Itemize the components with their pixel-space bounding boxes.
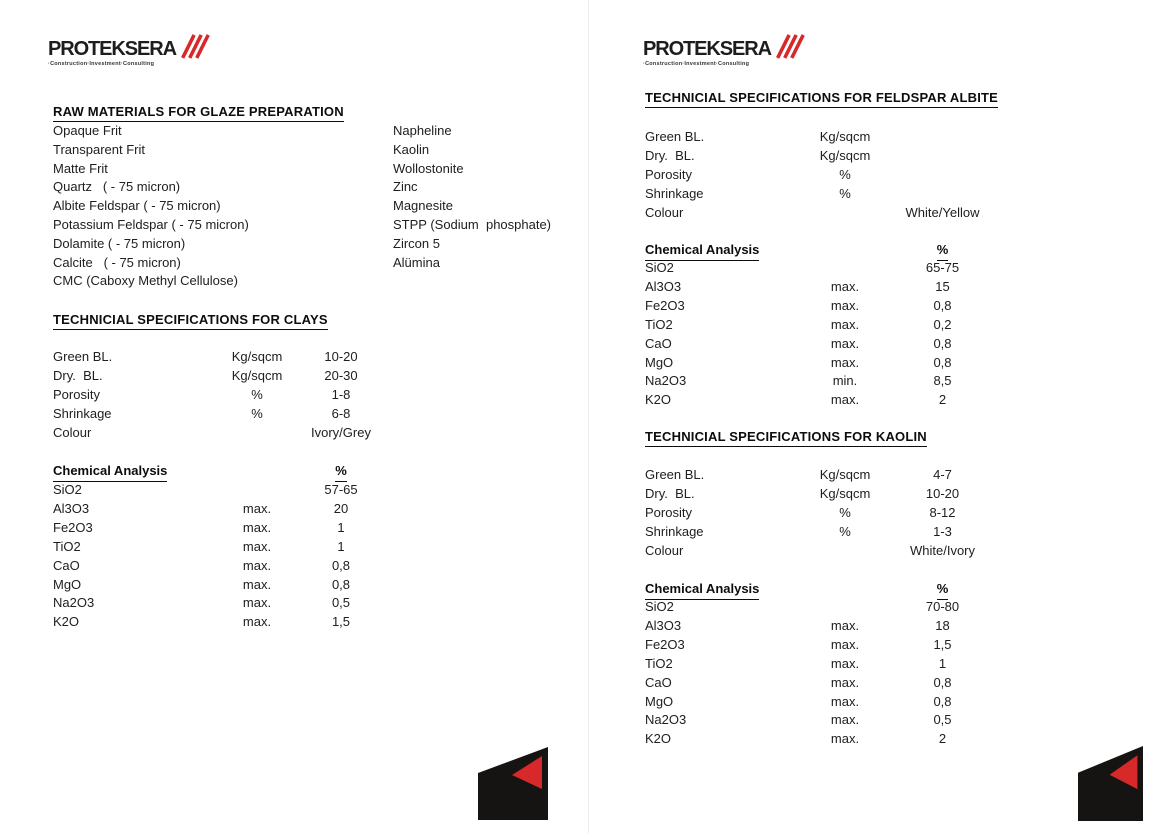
percent-value: 2 bbox=[938, 731, 947, 747]
kaolin-spec-table bbox=[645, 466, 990, 561]
compound-name: Fe2O3 bbox=[645, 297, 685, 313]
section-title-feldspar-albite: TECHNICIAL SPECIFICATIONS FOR FELDSPAR ALBITE bbox=[645, 90, 998, 108]
percent-value: 0,8 bbox=[933, 674, 952, 690]
clays-spec-table bbox=[53, 348, 380, 443]
spec-value: 6-8 bbox=[331, 405, 351, 421]
spec-label: Colour bbox=[53, 424, 92, 440]
limit-qualifier: max. bbox=[242, 557, 272, 573]
albite-chemical-header bbox=[645, 240, 990, 261]
spec-label: Shrinkage bbox=[645, 185, 704, 201]
spec-unit: Kg/sqcm bbox=[819, 147, 871, 163]
section-title-clays: TECHNICIAL SPECIFICATIONS FOR CLAYS bbox=[53, 312, 328, 330]
limit-qualifier: max. bbox=[242, 576, 272, 592]
spec-unit: % bbox=[251, 386, 263, 402]
spec-unit bbox=[795, 204, 895, 223]
compound-name: Al3O3 bbox=[645, 278, 682, 294]
albite-spec-table bbox=[645, 128, 990, 223]
spec-row bbox=[645, 504, 990, 523]
chemical-row bbox=[645, 259, 990, 278]
compound-name: MgO bbox=[645, 693, 674, 709]
spec-value bbox=[895, 147, 990, 166]
percent-value: 1 bbox=[337, 538, 345, 554]
compound-name: CaO bbox=[645, 674, 672, 690]
spec-row bbox=[645, 185, 990, 204]
logo-stripes-icon bbox=[775, 33, 805, 59]
limit-qualifier: max. bbox=[830, 617, 860, 633]
kaolin-chemical-header bbox=[645, 579, 990, 600]
raw-materials-list-col1 bbox=[53, 122, 249, 291]
spec-unit: % bbox=[839, 523, 851, 539]
limit-qualifier: max. bbox=[242, 614, 272, 630]
spec-value: White/Yellow bbox=[905, 204, 980, 220]
clays-chemical-table bbox=[53, 481, 380, 632]
spec-value: 10-20 bbox=[324, 349, 358, 364]
limit-qualifier: max. bbox=[830, 392, 860, 408]
percent-value: 65-75 bbox=[925, 260, 960, 275]
spec-label: Porosity bbox=[645, 166, 692, 182]
limit-qualifier bbox=[795, 259, 895, 278]
compound-name: TiO2 bbox=[645, 655, 673, 671]
percent-value: 0,8 bbox=[933, 693, 952, 709]
compound-name: K2O bbox=[53, 614, 80, 630]
limit-qualifier: max. bbox=[242, 595, 272, 611]
spec-value: Ivory/Grey bbox=[311, 424, 371, 440]
list-item: Alümina bbox=[393, 254, 440, 270]
chemical-row bbox=[645, 372, 990, 391]
spec-value: 4-7 bbox=[933, 467, 952, 482]
page-divider bbox=[588, 0, 589, 833]
logo-wordmark: PROTEKSERA bbox=[48, 38, 176, 60]
limit-qualifier: max. bbox=[830, 693, 860, 709]
spec-label: Dry. BL. bbox=[645, 485, 695, 501]
percent-value: 8,5 bbox=[933, 373, 952, 389]
spec-unit: % bbox=[839, 166, 851, 182]
spec-unit bbox=[795, 542, 895, 561]
chemical-row bbox=[645, 730, 990, 749]
spec-label: Dry. BL. bbox=[53, 367, 103, 383]
spec-row bbox=[645, 523, 990, 542]
limit-qualifier bbox=[795, 598, 895, 617]
limit-qualifier: max. bbox=[830, 636, 860, 652]
compound-name: Fe2O3 bbox=[645, 636, 685, 652]
spec-row bbox=[53, 424, 380, 443]
spec-unit: % bbox=[839, 504, 851, 520]
spec-label: Shrinkage bbox=[53, 405, 112, 421]
chemical-row bbox=[53, 613, 380, 632]
limit-qualifier: max. bbox=[830, 335, 860, 351]
chemical-row bbox=[645, 655, 990, 674]
limit-qualifier: max. bbox=[830, 278, 860, 294]
compound-name: MgO bbox=[53, 576, 82, 592]
kaolin-chemical-table bbox=[645, 598, 990, 749]
percent-value: 57-65 bbox=[324, 482, 358, 497]
percent-value: 70-80 bbox=[925, 599, 960, 614]
chemical-row bbox=[645, 636, 990, 655]
list-item: Zircon 5 bbox=[393, 235, 440, 251]
chemical-row bbox=[645, 391, 990, 410]
spec-row bbox=[53, 386, 380, 405]
percent-value: 0,8 bbox=[331, 576, 351, 592]
chemical-row bbox=[645, 335, 990, 354]
list-item: Calcite ( - 75 micron) bbox=[53, 254, 181, 270]
chemical-analysis-title: Chemical Analysis bbox=[645, 579, 759, 600]
list-item: Quartz ( - 75 micron) bbox=[53, 179, 181, 195]
spec-row bbox=[645, 166, 990, 185]
list-item: Potassium Feldspar ( - 75 micron) bbox=[53, 216, 249, 232]
spec-label: Porosity bbox=[53, 386, 100, 402]
spec-value: 10-20 bbox=[925, 485, 960, 501]
list-item: Kaolin bbox=[393, 141, 430, 157]
chemical-analysis-title: Chemical Analysis bbox=[53, 461, 167, 482]
corner-mark-icon bbox=[1078, 746, 1143, 821]
chemical-row bbox=[53, 538, 380, 557]
percent-value: 0,8 bbox=[933, 335, 952, 351]
list-item: Matte Frit bbox=[53, 160, 108, 176]
limit-qualifier: max. bbox=[830, 655, 860, 671]
spec-label: Green BL. bbox=[53, 349, 113, 364]
list-item: Dolamite ( - 75 micron) bbox=[53, 235, 186, 251]
list-item: Transparent Frit bbox=[53, 141, 145, 157]
percent-value: 18 bbox=[935, 617, 950, 633]
spec-value: 1-8 bbox=[331, 386, 351, 402]
percent-value: 20 bbox=[333, 500, 349, 516]
limit-qualifier bbox=[212, 481, 302, 500]
spec-label: Colour bbox=[645, 542, 684, 558]
logo-tagline: ·Construction·Investment·Consulting bbox=[643, 61, 750, 67]
spec-value: 8-12 bbox=[929, 504, 956, 520]
percent-header: % bbox=[335, 461, 347, 482]
percent-value: 1 bbox=[337, 519, 345, 535]
spec-label: Porosity bbox=[645, 504, 692, 520]
percent-value: 0,5 bbox=[331, 595, 351, 611]
spec-row bbox=[53, 367, 380, 386]
spec-unit: Kg/sqcm bbox=[231, 349, 283, 364]
limit-qualifier: max. bbox=[830, 674, 860, 690]
percent-value: 0,2 bbox=[933, 316, 952, 332]
spec-value: 1-3 bbox=[933, 523, 952, 539]
limit-qualifier: max. bbox=[242, 500, 272, 516]
compound-name: TiO2 bbox=[645, 316, 673, 332]
chemical-analysis-title: Chemical Analysis bbox=[645, 240, 759, 261]
spec-row bbox=[645, 128, 990, 147]
spec-unit: Kg/sqcm bbox=[819, 485, 871, 501]
limit-qualifier: min. bbox=[832, 373, 858, 389]
section-title-kaolin: TECHNICIAL SPECIFICATIONS FOR KAOLIN bbox=[645, 429, 927, 447]
spec-row bbox=[645, 542, 990, 561]
limit-qualifier: max. bbox=[242, 538, 272, 554]
chemical-row bbox=[645, 693, 990, 712]
limit-qualifier: max. bbox=[830, 354, 860, 370]
percent-header: % bbox=[937, 579, 949, 600]
percent-value: 1,5 bbox=[933, 636, 952, 652]
percent-header: % bbox=[937, 240, 949, 261]
logo-tagline: ·Construction·Investment·Consulting bbox=[48, 61, 155, 67]
list-item: Wollostonite bbox=[393, 160, 464, 176]
compound-name: MgO bbox=[645, 354, 674, 370]
spec-unit bbox=[212, 424, 302, 443]
chemical-row bbox=[53, 500, 380, 519]
spec-value bbox=[895, 185, 990, 204]
compound-name: Al3O3 bbox=[645, 617, 682, 633]
spec-value: White/Ivory bbox=[909, 542, 975, 558]
list-item: Zinc bbox=[393, 179, 418, 195]
spec-row bbox=[53, 405, 380, 424]
logo-wordmark: PROTEKSERA bbox=[643, 38, 771, 60]
compound-name: Fe2O3 bbox=[53, 519, 93, 535]
raw-materials-list-col2 bbox=[393, 122, 551, 272]
compound-name: CaO bbox=[645, 335, 672, 351]
percent-value: 15 bbox=[935, 278, 950, 294]
clays-chemical-header bbox=[53, 461, 380, 482]
proteksera-logo bbox=[48, 33, 210, 67]
corner-mark-icon bbox=[478, 747, 548, 820]
chemical-row bbox=[645, 711, 990, 730]
albite-chemical-table bbox=[645, 259, 990, 410]
spec-label: Dry. BL. bbox=[645, 147, 695, 163]
compound-name: Na2O3 bbox=[645, 373, 687, 389]
compound-name: K2O bbox=[645, 392, 672, 408]
chemical-row bbox=[645, 278, 990, 297]
chemical-row bbox=[53, 557, 380, 576]
list-item: Albite Feldspar ( - 75 micron) bbox=[53, 198, 221, 214]
limit-qualifier: max. bbox=[830, 297, 860, 313]
list-item: STPP (Sodium phosphate) bbox=[393, 216, 552, 232]
spec-row bbox=[645, 147, 990, 166]
limit-qualifier: max. bbox=[242, 519, 272, 535]
spec-label: Green BL. bbox=[645, 467, 705, 482]
percent-value: 0,8 bbox=[933, 354, 952, 370]
spec-value bbox=[895, 128, 990, 147]
chemical-row bbox=[53, 519, 380, 538]
spec-label: Colour bbox=[645, 204, 684, 220]
percent-value: 1 bbox=[938, 655, 947, 671]
list-item: Napheline bbox=[393, 123, 452, 138]
section-title-raw-materials: RAW MATERIALS FOR GLAZE PREPARATION bbox=[53, 104, 344, 122]
compound-name: K2O bbox=[645, 731, 672, 747]
percent-value: 0,8 bbox=[331, 557, 351, 573]
percent-value: 2 bbox=[938, 392, 947, 408]
spec-row bbox=[645, 204, 990, 223]
spec-unit: Kg/sqcm bbox=[819, 129, 871, 144]
chemical-row bbox=[645, 617, 990, 636]
compound-name: SiO2 bbox=[645, 599, 674, 614]
percent-value: 1,5 bbox=[331, 614, 351, 630]
compound-name: Na2O3 bbox=[53, 595, 95, 611]
compound-name: CaO bbox=[53, 557, 80, 573]
spec-unit: Kg/sqcm bbox=[819, 467, 871, 482]
spec-unit: Kg/sqcm bbox=[231, 367, 283, 383]
compound-name: SiO2 bbox=[645, 260, 674, 275]
chemical-row bbox=[645, 316, 990, 335]
spec-label: Green BL. bbox=[645, 129, 705, 144]
logo-stripes-icon bbox=[180, 33, 210, 59]
proteksera-logo bbox=[643, 33, 805, 67]
limit-qualifier: max. bbox=[830, 731, 860, 747]
chemical-row bbox=[645, 674, 990, 693]
spec-row bbox=[645, 485, 990, 504]
limit-qualifier: max. bbox=[830, 712, 860, 728]
compound-name: Na2O3 bbox=[645, 712, 687, 728]
spec-label: Shrinkage bbox=[645, 523, 704, 539]
list-item: Magnesite bbox=[393, 198, 453, 214]
percent-value: 0,8 bbox=[933, 297, 952, 313]
spec-value bbox=[895, 166, 990, 185]
percent-value: 0,5 bbox=[933, 712, 952, 728]
chemical-row bbox=[53, 594, 380, 613]
chemical-row bbox=[53, 576, 380, 595]
chemical-row bbox=[645, 297, 990, 316]
spec-row bbox=[645, 466, 990, 485]
spec-unit: % bbox=[839, 185, 851, 201]
spec-row bbox=[53, 348, 380, 367]
spec-unit: % bbox=[251, 405, 263, 421]
chemical-row bbox=[53, 481, 380, 500]
compound-name: SiO2 bbox=[53, 482, 82, 497]
compound-name: TiO2 bbox=[53, 538, 81, 554]
chemical-row bbox=[645, 354, 990, 373]
limit-qualifier: max. bbox=[830, 316, 860, 332]
spec-value: 20-30 bbox=[324, 367, 358, 383]
compound-name: Al3O3 bbox=[53, 500, 90, 516]
list-item: Opaque Frit bbox=[53, 123, 122, 138]
list-item: CMC (Caboxy Methyl Cellulose) bbox=[53, 273, 238, 289]
chemical-row bbox=[645, 598, 990, 617]
